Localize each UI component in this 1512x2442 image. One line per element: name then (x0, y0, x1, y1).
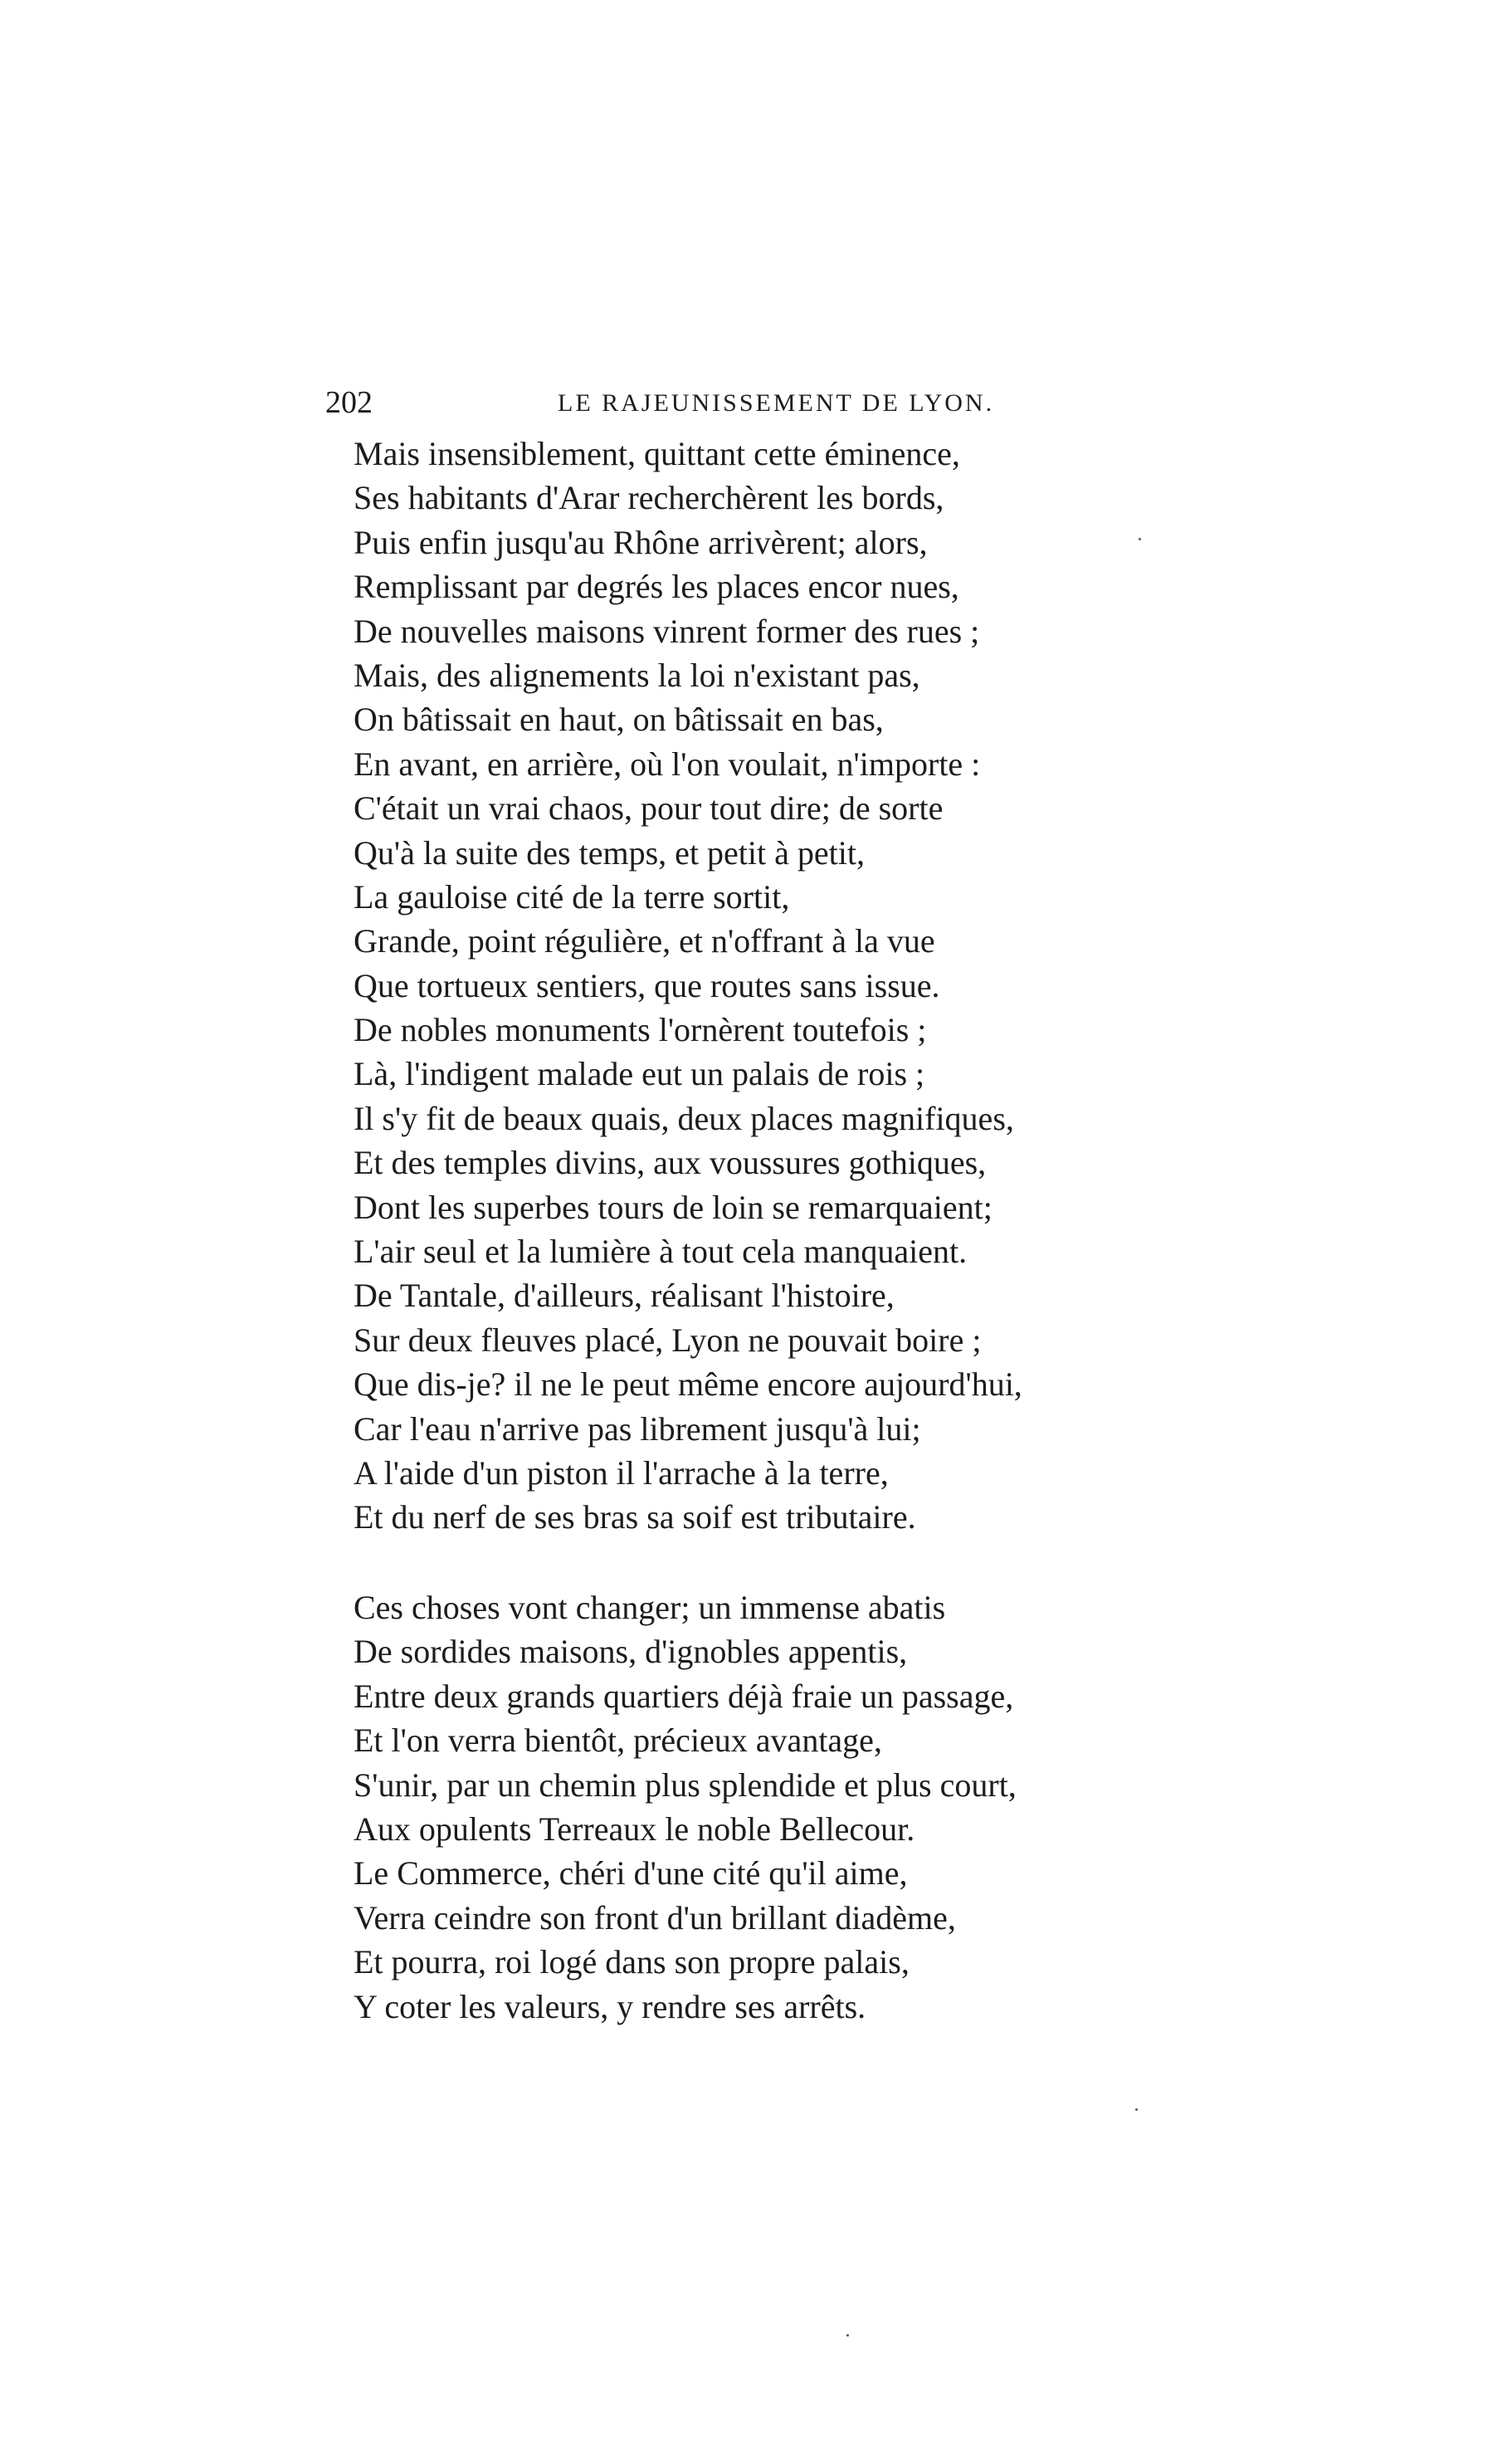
running-title: LE RAJEUNISSEMENT DE LYON. (558, 389, 995, 417)
poem-line: Car l'eau n'arrive pas librement jusqu'à lui; (354, 1409, 921, 1448)
poem-line: Là, l'indigent malade eut un palais de rois ; (354, 1055, 925, 1093)
poem-line: Ses habitants d'Arar recherchèrent les bords, (354, 479, 944, 517)
poem-line: Aux opulents Terreaux le noble Bellecour. (354, 1810, 915, 1848)
poem-line: Sur deux fleuves placé, Lyon ne pouvait boire ; (354, 1321, 982, 1359)
poem-line: Qu'à la suite des temps, et petit à petit, (354, 833, 865, 872)
poem-line: Et l'on verra bientôt, précieux avantage, (354, 1722, 882, 1760)
poem-line: Mais insensiblement, quittant cette éminence, (354, 435, 960, 472)
poem-line: S'unir, par un chemin plus splendide et plus court, (354, 1766, 1017, 1804)
poem-line: Verra ceindre son front d'un brillant diadème, (354, 1898, 956, 1937)
poem-stanza-1 (354, 432, 1183, 1540)
poem-line: Et pourra, roi logé dans son propre palais, (354, 1943, 910, 1981)
poem-line: Que dis-je? il ne le peut même encore aujourd'hui, (354, 1365, 1022, 1404)
poem-line: Que tortueux sentiers, que routes sans issue. (354, 966, 940, 1004)
poem-line: L'air seul et la lumière à tout cela manquaient. (354, 1233, 968, 1271)
poem-line: Et du nerf de ses bras sa soif est tributaire. (354, 1498, 916, 1536)
paper-speck (1135, 2108, 1138, 2111)
poem-line: Et des temples divins, aux voussures gothiques, (354, 1144, 987, 1182)
poem-line: Le Commerce, chéri d'une cité qu'il aime, (354, 1854, 908, 1893)
paper-speck (846, 2334, 849, 2337)
poem-line: De Tantale, d'ailleurs, réalisant l'histoire, (354, 1277, 895, 1315)
poem-line: De nouvelles maisons vinrent former des rues ; (354, 612, 980, 650)
poem-line: C'était un vrai chaos, pour tout dire; de sorte (354, 789, 944, 828)
paper-speck (1139, 538, 1141, 540)
poem-line: Il s'y fit de beaux quais, deux places magnifiques, (354, 1099, 1014, 1137)
poem-line: Grande, point régulière, et n'offrant à la vue (354, 922, 935, 960)
poem-line: Ces choses vont changer; un immense abatis (354, 1589, 946, 1626)
running-head (325, 383, 1089, 422)
poem-line: En avant, en arrière, où l'on voulait, n'importe : (354, 745, 981, 783)
poem-stanza-2 (354, 1585, 1183, 2029)
poem-line: Entre deux grands quartiers déjà fraie un passage, (354, 1677, 1014, 1715)
poem-line: Mais, des alignements la loi n'existant pas, (354, 656, 920, 694)
poem-line: La gauloise cité de la terre sortit, (354, 877, 790, 916)
poem-line: Y coter les valeurs, y rendre ses arrêts. (354, 1987, 866, 2025)
poem-line: De nobles monuments l'ornèrent toutefois ; (354, 1011, 927, 1049)
poem-line: Dont les superbes tours de loin se remarquaient; (354, 1188, 993, 1226)
poem-line: On bâtissait en haut, on bâtissait en bas, (354, 701, 884, 739)
poem-line: De sordides maisons, d'ignobles appentis, (354, 1633, 908, 1671)
poem-line: Puis enfin jusqu'au Rhône arrivèrent; alors, (354, 523, 928, 561)
page-number: 202 (325, 385, 373, 420)
poem-line: A l'aide d'un piston il l'arrache à la terre, (354, 1453, 889, 1492)
poem-line: Remplissant par degrés les places encor nues, (354, 568, 959, 606)
